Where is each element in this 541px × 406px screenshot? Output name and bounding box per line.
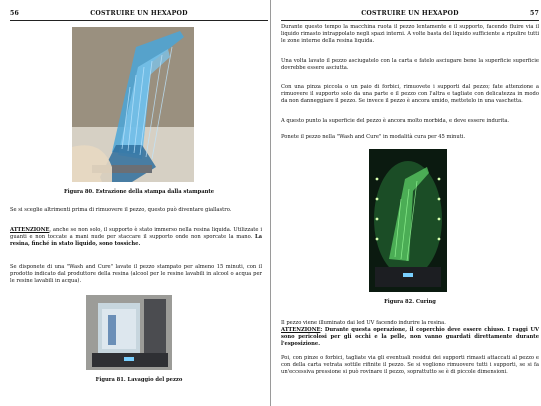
right-paragraph-4: A questo punto la superficie del pezzo è ancora molto morbida, e deve essere indurita. (281, 118, 510, 124)
resin-print-illustration (72, 27, 194, 182)
curing-photo (369, 149, 447, 292)
left-page-number: 56 (10, 10, 20, 17)
wash-station-photo (86, 295, 172, 370)
left-page-header (10, 8, 268, 21)
left-page (10, 0, 268, 406)
curing-illustration (369, 149, 447, 292)
right-paragraph-7: Poi, con pinze o forbici, tagliate via gli eventuali residui dei supporti rimasti attaccati al pezzo e con della carta vetrata sottile rifinite il pezzo. Se si vogliono rimuovere tutti i supporti, se si fa un'eccessiva pressione si può rovinare il pezzo, soprattutto se è di piccole dimensioni. (281, 355, 539, 375)
attention-2-text: : Durante questa operazione, il coperchio deve essere chiuso. I raggi UV sono pericolosi per gli occhi e la pelle, non vanno guardati direttamente durante l'esposizione. (281, 327, 539, 347)
right-paragraph-3: Con una pinza piccola o un paio di forbici, rimuovete i supporti dal pezzo; fate attenzione a rimuovere il supporto solo da una parte e il pezzo con l'altra e tagliate con delicatezza in modo da non danneggiare il pezzo. Se invece il pezzo è ancora umido, mettetelo in una vaschetta. (281, 84, 539, 104)
right-page-header (281, 8, 539, 21)
left-attention-paragraph (10, 227, 262, 248)
attention-text: , anche se non solo, il supporto è stato immerso nella resina liquida. Utilizzate i guanti e non toccate a mani nude per staccare il supporto onde non sporcate la mano. (10, 227, 262, 240)
resin-print-photo (72, 27, 194, 182)
right-paragraph-5: Ponete il pezzo nella "Wash and Cure" in modalità cura per 45 minuti. (281, 134, 466, 140)
figure-82-caption: Figura 82. Curing (384, 299, 436, 305)
right-attention-paragraph (281, 327, 539, 348)
left-running-title: COSTRUIRE UN HEXAPOD (90, 10, 188, 17)
right-page (281, 0, 539, 406)
right-page-number: 57 (529, 10, 539, 17)
attention-label: ATTENZIONE (10, 227, 50, 233)
wash-station-illustration (86, 295, 172, 370)
attention-bold-text: La resina, finché in stato liquido, sono tossiche. (10, 234, 262, 247)
left-paragraph-1: Se si sceglie altrimenti prima di rimuovere il pezzo, questo può diventare giallastro. (10, 207, 232, 213)
attention-2-label: ATTENZIONE (281, 327, 321, 333)
right-paragraph-6: Il pezzo viene illuminato dai led UV facendo indurire la resina. (281, 320, 446, 326)
figure-80-caption: Figura 80. Estrazione della stampa dalla stampante (63, 189, 215, 195)
right-paragraph-2: Una volta lavato il pezzo asciugatelo con la carta e fatelo asciugare bene la superficie superficie dovrebbe essere asciutta. (281, 58, 539, 71)
right-running-title: COSTRUIRE UN HEXAPOD (361, 10, 459, 17)
left-paragraph-3: Se disponete di una "Wash and Cure" lavate il pezzo stampato per almeno 15 minuti, con il prodotto indicato dal produttore della resina (alcool per le resine lavabili in alcool o acqua per le resine lavabili in acqua). (10, 264, 262, 284)
page-gutter (270, 0, 271, 406)
right-paragraph-1: Durante questo tempo la macchina ruota il pezzo lentamente e il supporto, facendo fluire via il liquido rimasto intrappolato negli spazi interni. A volte basta del liquido sufficiente a ripulire tutti le zone interne della resina liquida. (281, 24, 539, 44)
figure-81-caption: Figura 81. Lavaggio del pezzo (95, 377, 183, 383)
